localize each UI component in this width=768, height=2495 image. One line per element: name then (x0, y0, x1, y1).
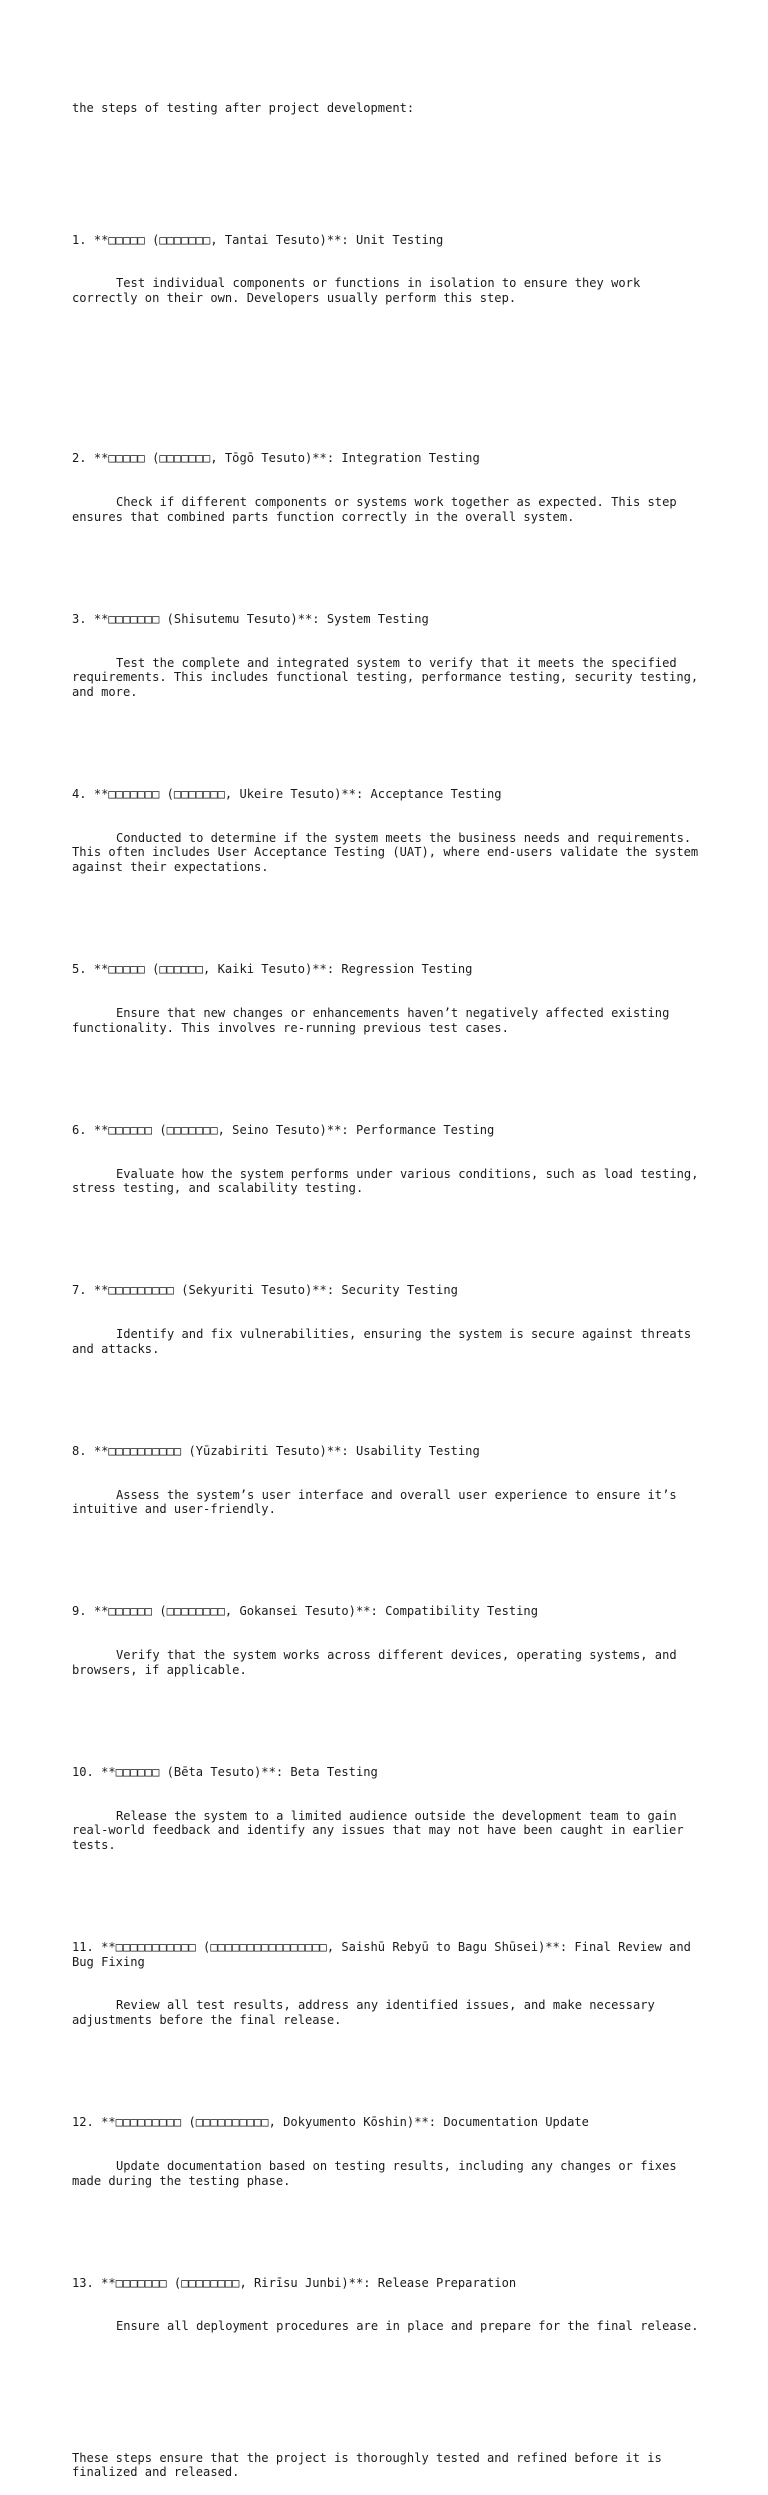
step-description: Assess the system’s user interface and overall user experience to ensure it’s intuitive and user-friendly. (72, 1487, 684, 1517)
conclusion-text: These steps ensure that the project is thoroughly tested and refined before it is finalized and released. (72, 2450, 670, 2480)
step-heading: 11. **□□□□□□□□□□□ (□□□□□□□□□□□□□□□□, Saishū Rebyū to Bagu Shūsei)**: Final Review and Bug Fixing (72, 1940, 699, 1969)
step-heading: 2. **□□□□□ (□□□□□□□, Tōgō Tesuto)**: Integration Testing (72, 451, 480, 466)
step-item (72, 2086, 704, 2217)
document-page (72, 72, 704, 2495)
step-item (72, 1415, 704, 1546)
step-description: Conducted to determine if the system meets the business needs and requirements. This often includes User Acceptance Testing (UAT), where end-users validate the system against their expectations. (72, 830, 706, 875)
step-item (72, 1575, 704, 1706)
step-description: Release the system to a limited audience outside the development team to gain real-world feedback and identify any issues that may not have been caught in earlier tests. (72, 1808, 691, 1852)
step-description: Identify and fix vulnerabilities, ensuring the system is secure against threats and attacks. (72, 1327, 699, 1356)
step-item (72, 1094, 704, 1225)
step-heading: 4. **□□□□□□□ (□□□□□□□, Ukeire Tesuto)**: Acceptance Testing (72, 787, 502, 802)
step-description: Test individual components or functions in isolation to ensure they work correctly on their own. Developers usually perform this step. (72, 276, 648, 305)
step-heading: 7. **□□□□□□□□□ (Sekyuriti Tesuto)**: Security Testing (72, 1283, 458, 1298)
step-heading: 1. **□□□□□ (□□□□□□□, Tantai Tesuto)**: Unit Testing (72, 232, 444, 247)
step-item (72, 1254, 704, 1385)
step-item (72, 583, 704, 729)
step-item (72, 422, 704, 553)
step-description: Test the complete and integrated system to verify that it meets the specified requirements. This includes functional testing, performance testing, security testing, and more. (72, 655, 706, 699)
spacer (72, 364, 704, 379)
step-description: Ensure all deployment procedures are in place and prepare for the final release. (116, 2319, 699, 2334)
step-description: Review all test results, address any identified issues, and make necessary adjustments before the final release. (72, 1998, 663, 2027)
step-description: Verify that the system works across different devices, operating systems, and browsers, if applicable. (72, 1648, 684, 1677)
step-item (72, 758, 704, 904)
step-heading: 9. **□□□□□□ (□□□□□□□□, Gokansei Tesuto)**: Compatibility Testing (72, 1604, 538, 1619)
step-item (72, 1911, 704, 2057)
step-item (72, 203, 704, 334)
step-heading: 6. **□□□□□□ (□□□□□□□, Seino Tesuto)**: Performance Testing (72, 1122, 495, 1137)
step-heading: 8. **□□□□□□□□□□ (Yūzabiriti Tesuto)**: Usability Testing (72, 1443, 480, 1458)
step-heading: 10. **□□□□□□ (Bēta Tesuto)**: Beta Testing (72, 1764, 378, 1779)
step-heading: 12. **□□□□□□□□□ (□□□□□□□□□□, Dokyumento Kōshin)**: Documentation Update (72, 2115, 589, 2130)
step-description: Update documentation based on testing results, including any changes or fixes made during the testing phase. (72, 2158, 684, 2188)
intro-text: the steps of testing after project development: (72, 101, 415, 116)
step-description: Ensure that new changes or enhancements haven’t negatively affected existing functionality. This involves re-running previous test cases. (72, 1006, 677, 1035)
step-description: Evaluate how the system performs under various conditions, such as load testing, stress testing, and scalability testing. (72, 1166, 706, 1196)
step-heading: 5. **□□□□□ (□□□□□□, Kaiki Tesuto)**: Regression Testing (72, 962, 473, 977)
step-description: Check if different components or systems work together as expected. This step ensures that combined parts function correctly in the overall system. (72, 495, 684, 524)
step-item (72, 1736, 704, 1882)
step-heading: 13. **□□□□□□□ (□□□□□□□□, Rirīsu Junbi)**: Release Preparation (72, 2275, 517, 2290)
spacer (72, 145, 704, 160)
step-heading: 3. **□□□□□□□ (Shisutemu Tesuto)**: System Testing (72, 611, 429, 626)
step-item (72, 933, 704, 1064)
spacer (72, 2392, 704, 2407)
step-item (72, 2246, 704, 2363)
